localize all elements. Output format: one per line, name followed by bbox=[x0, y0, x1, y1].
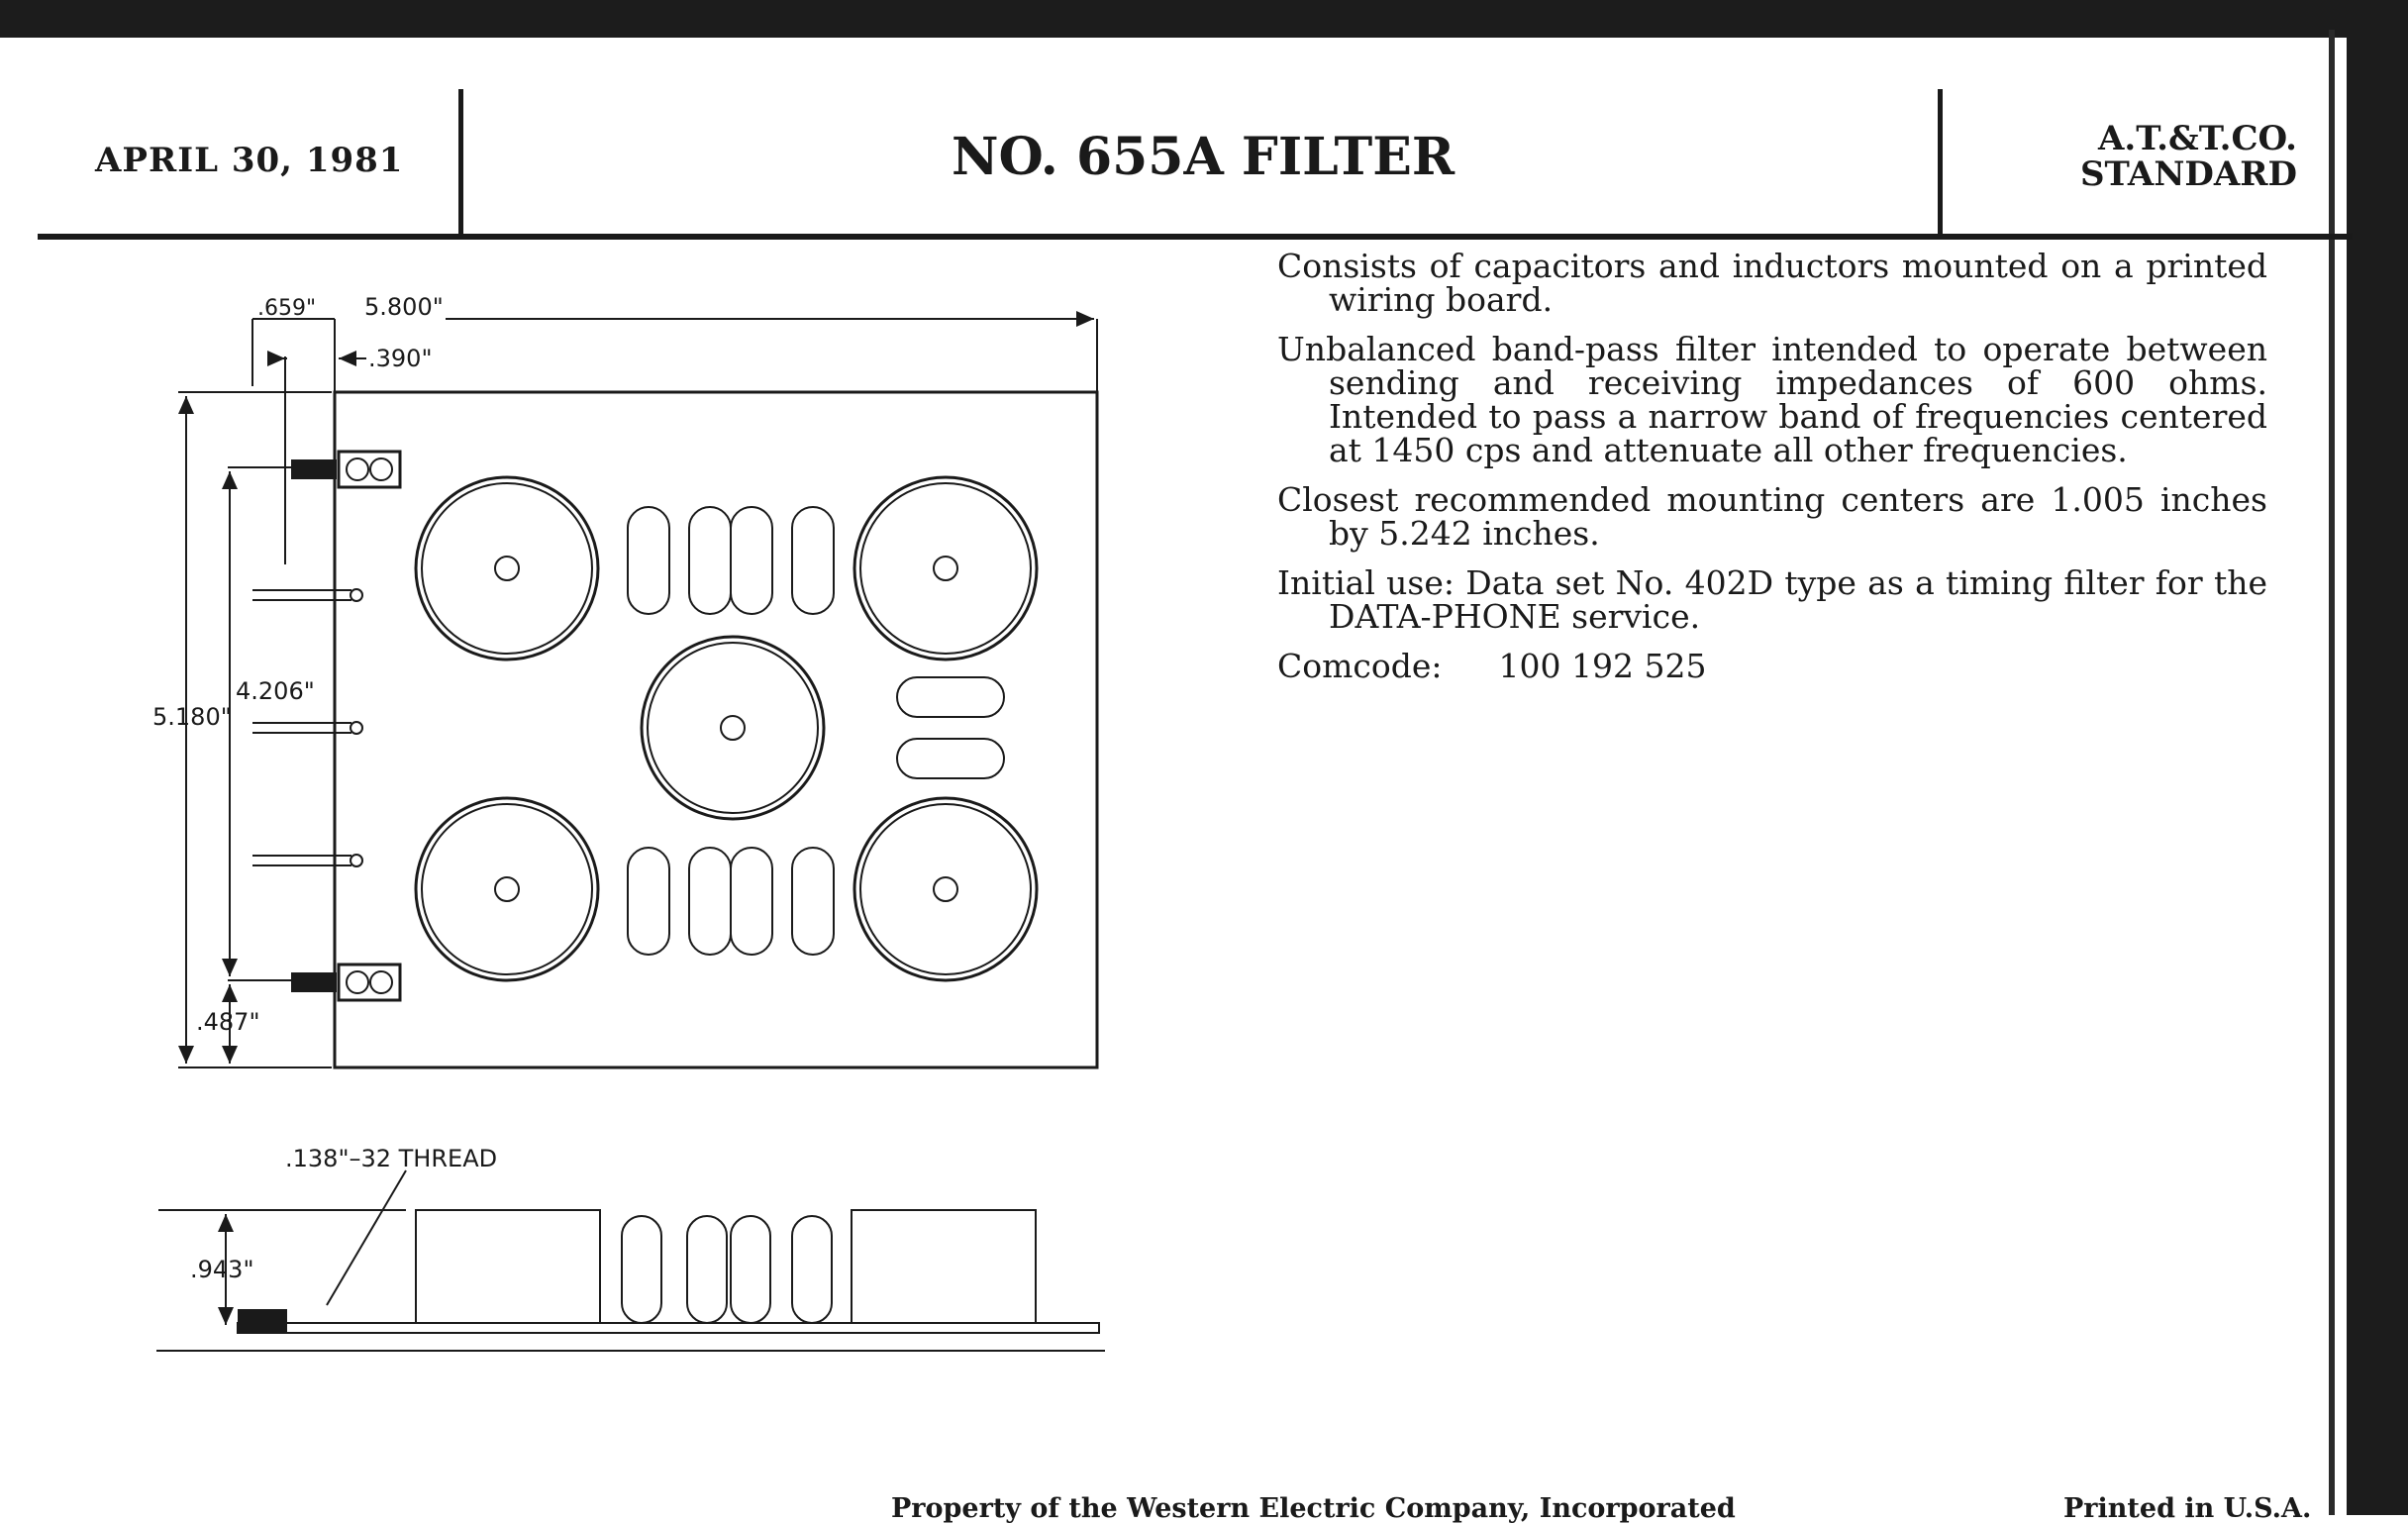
inductor-top-right bbox=[854, 477, 1037, 660]
header-divider-left bbox=[458, 89, 463, 236]
description-paragraph-1: Consists of capacitors and inductors mounted on a printed wiring board. bbox=[1277, 247, 2267, 319]
inductor-bottom-left bbox=[416, 798, 598, 980]
technical-drawing bbox=[119, 267, 1257, 1416]
document-date: APRIL 30, 1981 bbox=[95, 141, 404, 180]
standard-line-1: A.T.&T.CO. bbox=[2098, 119, 2297, 158]
inductor-top-left bbox=[416, 477, 598, 660]
standard-line-2: STANDARD bbox=[2079, 154, 2297, 194]
thread-callout: .138"–32 THREAD bbox=[285, 1145, 498, 1172]
dim-label-943: .943" bbox=[190, 1256, 254, 1283]
standard-block bbox=[1990, 121, 2297, 192]
dim-label-4206: 4.206" bbox=[236, 677, 315, 705]
header-divider-right bbox=[1938, 89, 1943, 236]
scan-border-right bbox=[2347, 0, 2408, 1515]
inductor-center bbox=[642, 637, 824, 819]
comcode-value: 100 192 525 bbox=[1498, 647, 1707, 685]
footer-property-notice: Property of the Western Electric Company, Incorporated bbox=[891, 1493, 1736, 1524]
description-paragraph-2: Unbalanced band-pass filter intended to operate between sending and receiving impedances of 600 ohms. Intended to pass a narrow band of frequencies centered at 1450 cps and attenuate all other frequencies. bbox=[1277, 330, 2267, 469]
dim-label-5800: 5.800" bbox=[364, 293, 444, 321]
footer-printed-notice: Printed in U.S.A. bbox=[2063, 1493, 2312, 1524]
scan-border-top bbox=[0, 0, 2408, 38]
description-paragraph-3: Closest recommended mounting centers are 1.005 inches by 5.242 inches. bbox=[1277, 480, 2267, 553]
inductor-bottom-right bbox=[854, 798, 1037, 980]
dim-label-487: .487" bbox=[196, 1008, 260, 1036]
document-title: NO. 655A FILTER bbox=[951, 127, 1455, 187]
dim-label-390: .390" bbox=[368, 345, 433, 372]
comcode-line bbox=[1277, 647, 2267, 685]
dim-label-659: .659" bbox=[257, 296, 317, 321]
dim-label-5180: 5.180" bbox=[152, 703, 232, 731]
comcode-label: Comcode: bbox=[1277, 647, 1443, 685]
scan-edge-line bbox=[2329, 30, 2335, 1515]
description-block bbox=[1277, 247, 2267, 685]
description-paragraph-4: Initial use: Data set No. 402D type as a timing filter for the DATA-PHONE service. bbox=[1277, 563, 2267, 636]
board-outline-side-view bbox=[238, 1323, 1099, 1333]
header-rule bbox=[38, 234, 2353, 240]
